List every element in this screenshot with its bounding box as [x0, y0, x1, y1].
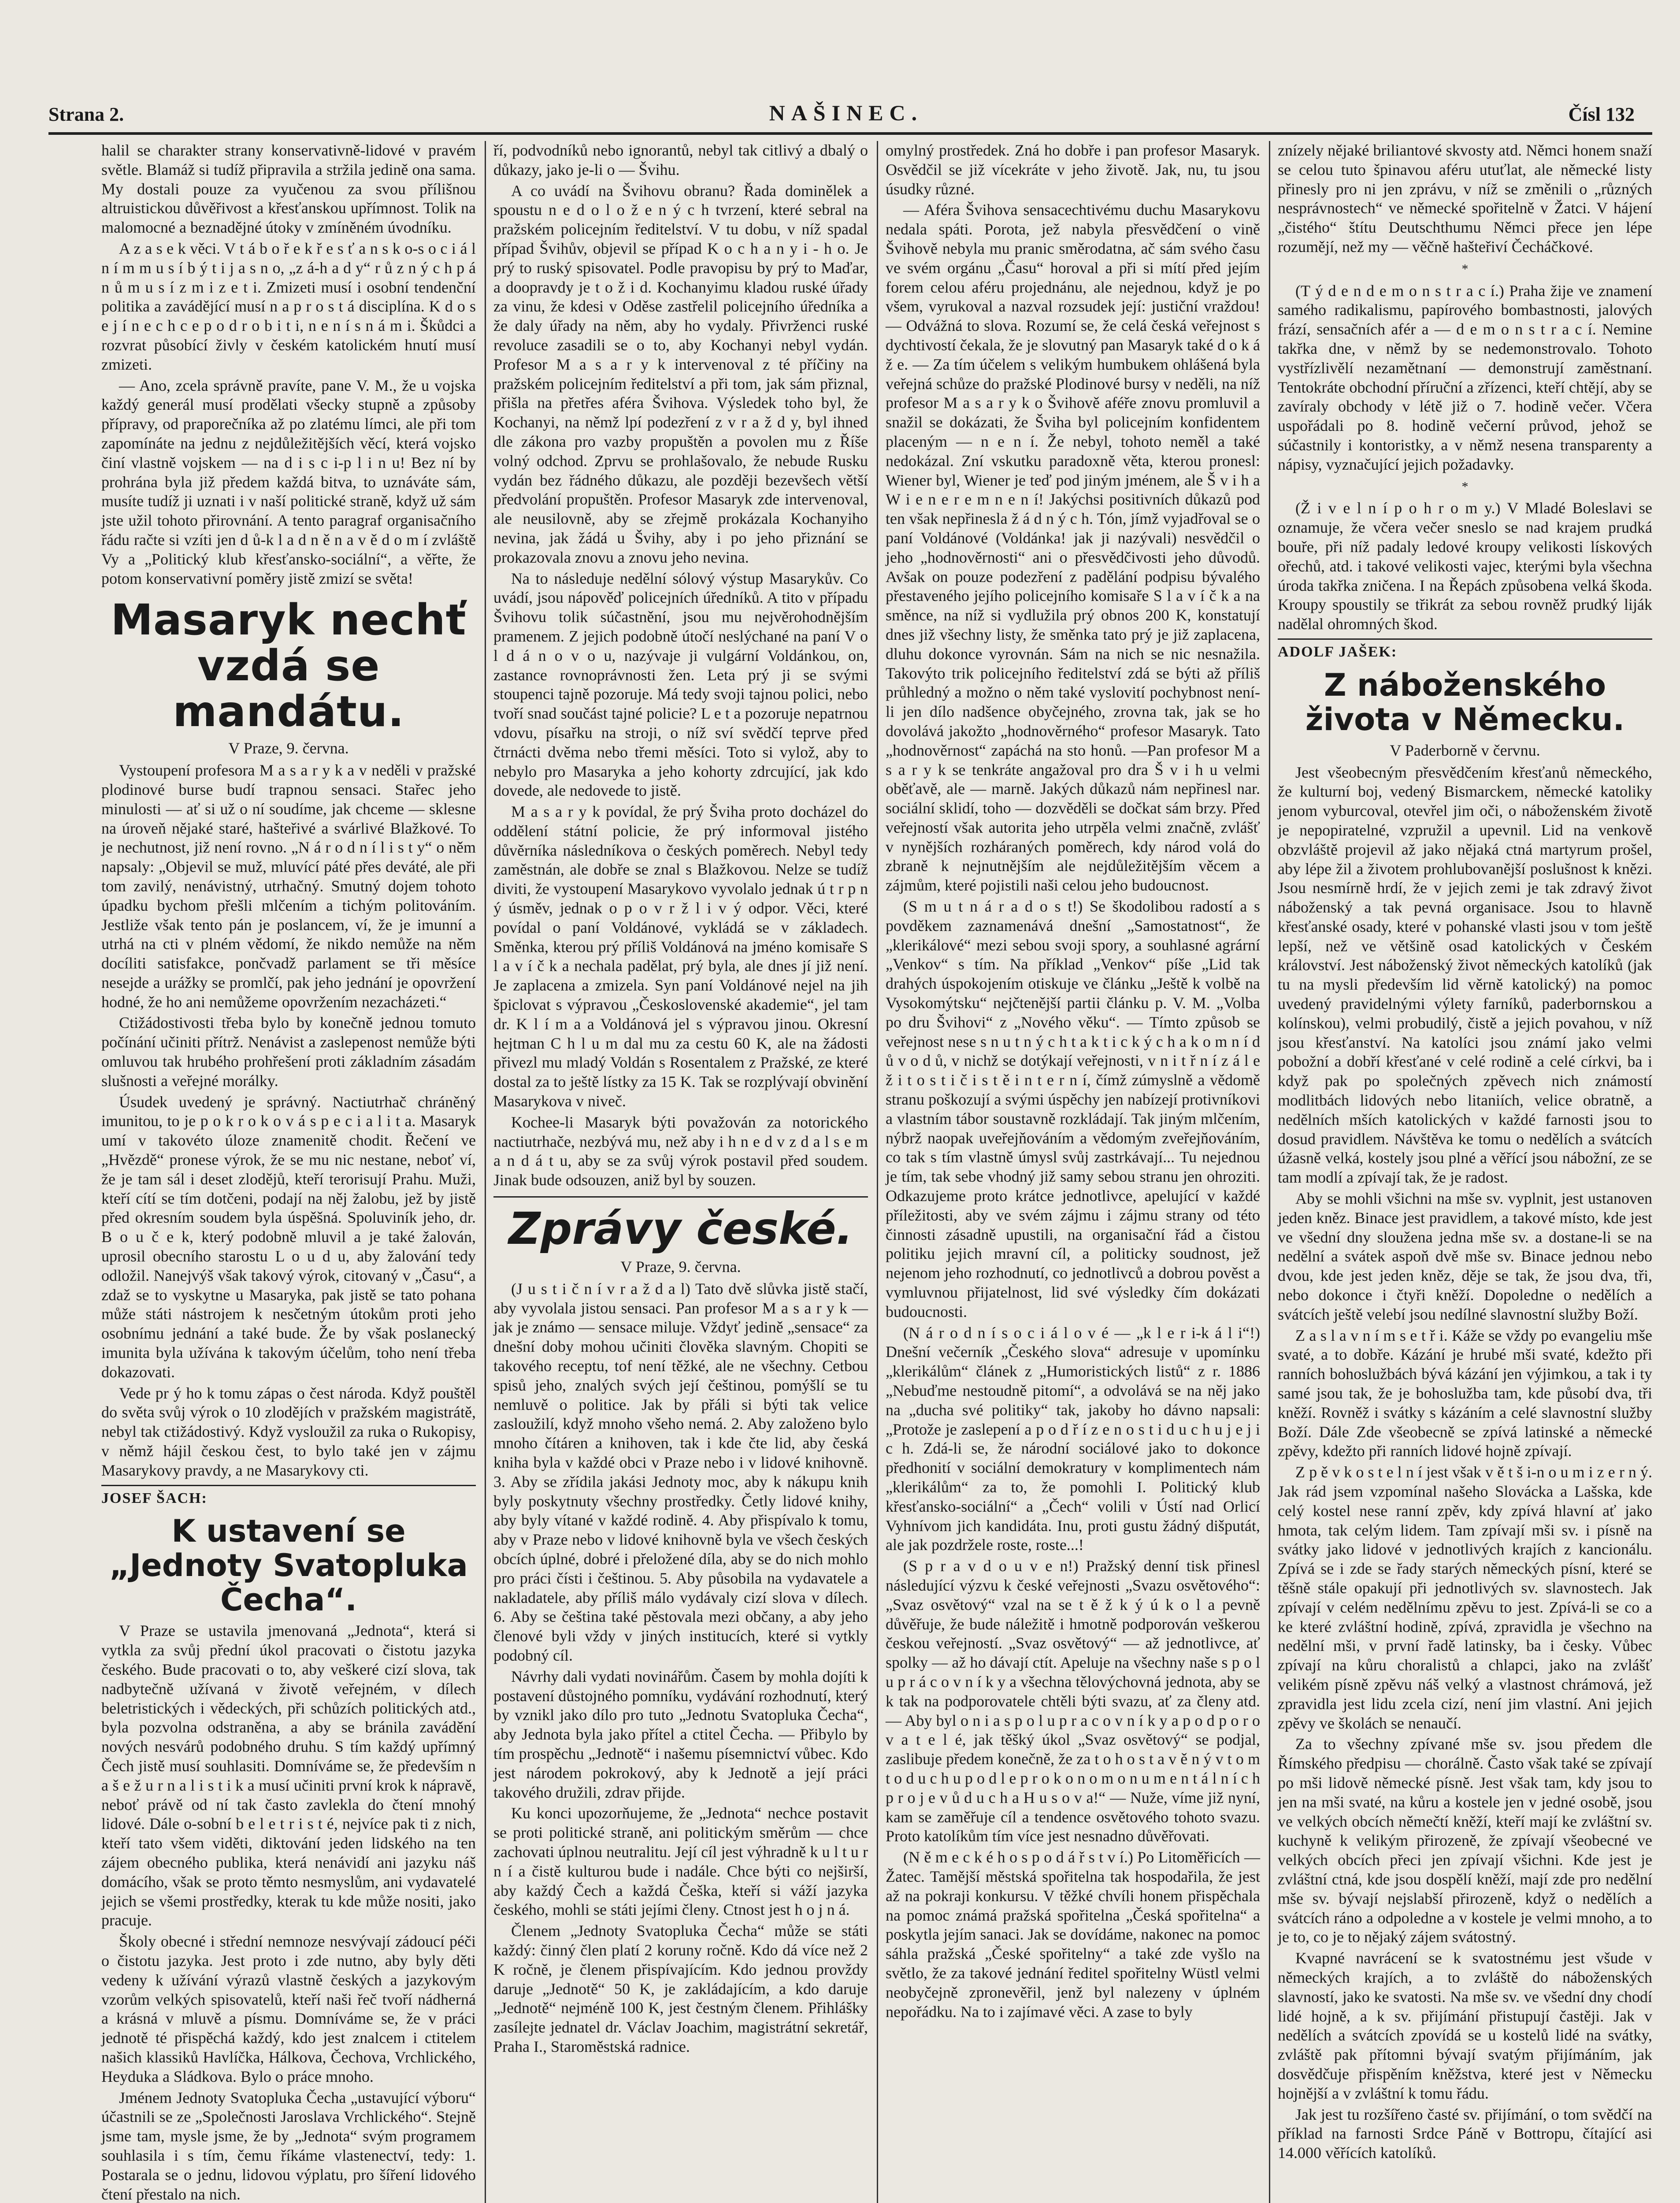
- zpravy-paragraph-1: (J u s t i č n í v r a ž d a l) Tato dvě slůvka jistě stačí, aby vyvolala jistou sensaci. Pan profesor M a s a r y k — jak je známo — sensace miluje. Vždyť jedině „sensace“ za dnešní doby mohou učiniti člověka slavným. Chopiti se takového receptu, tof není těžké, ale ne všechny. Cetbou spisů jeho, znalých svých její češtinou, pomýšlí se tu nemluvě o politice. Jak by přáli si býti tak velice zasloužilí, když mnoho všeho nemá. 2. Aby založeno bylo mnoho čítáren a knihoven, tak i kde čte lid, aby česká kniha byla v každé obci v Praze nebo i v lidové knihovně. 3. Aby se zřídila jakási Jednoty moc, aby k nákupu knih byly poskytnuty všechny prostředky. Četly lidové knihy, aby byly vítané v každé rodině. 4. Aby přispívalo k tomu, aby v Praze nebo v lidové knihovně byla ve všech českých obcích úplné, dobré i přeložené díla, aby se do nich mohlo pro práci čísti i češtinou. 5. Aby působila na vydavatele a nakladatele, aby příliš málo vydávaly cizí slova v dílech. 6. Aby se čeština také pěstovala mezi občany, a aby jeho členové byli vždy v jiných institucích, které si vytkly podobný cíl.: [493, 1280, 868, 1664]
- col2-separator: [493, 1196, 868, 1198]
- masaryk-paragraph-2: Ctižádostivosti třeba bylo by konečně jednou tomuto počínání učiniti přítrž. Nenávist a zaslepenost nemůže býti omluvou tak hrubého prohřešení proti základním zásadám slušnosti a veřejné morálky.: [101, 1014, 476, 1090]
- col3-paragraph-2: — Aféra Švihova sensacechtivému duchu Masarykovu nedala spáti. Porota, jež nabyla přesvědčení o vině Švihově nebyla mu pranic směrodatna, ač sám svého času ve svém orgánu „Času“ horoval a při si mítí před jejím forem celou aféru projednánu, ale nejednou, když je po všem, vyrukoval a nazval rozsudek její: justiční vraždou! — Odvážná to slova. Rozumí se, že celá česká veřejnost s dychtivostí čekala, že je slovutný pan Masaryk také d o k á ž e. — Za tím účelem s velikým humbukem ohlášená byla veřejná schůze do pražské Plodinové bursy v neděli, na níž profesor M a s a r y k o Švihově aféře znovu promluvil a snažil se dokázati, že Šviha byl policejním konfidentem placeným — n e n í. Že nebyl, tohoto neměl a také nedokázal. Zní vskutku paradoxně věta, kterou pronesl: Wiener byl, Wiener je teď pod jiným jménem, ale Š v i h a W i e n e r e m n e n í! Jakýchsi positivních důkazů pod ten však nepřinesla ž á d n ý c h. Tón, jímž vyjadřoval se o paní Voldánové (Voldánka! jak ji nazývali) nesvědčil o jeho „hodnověrnosti“ ani o přesvědčivosti jeho důvodů. Avšak on pouze podezření z padělání podpisu bývalého přestaveného jejího policejního komisaře S l a v í č k a na směnce, na níž si vydlužila prý obnos 200 K, konstatují dnes již všechny listy, že směnka tato prý je již zaplacena, dluhu dokonce vyrovnán. Sám na nich se nic nesnažila. Takovýto trik policejního ředitelství zdá se býti až příliš průhledný a možno o něm také vyslovití pochybnost není-li jen dílo nadšence obyčejného, zrovna tak, jak se ho dovolává jakožto „hodnověrného“ profesor Masaryk. Tato „hodnověrnost“ zapáchá na sto honů. —Pan profesor M a s a r y k se tenkráte angažoval pro dra Š v i h u velmi oběťavě, ale — marně. Jakých důkazů nám nepřinesl nar. sociální sklidí, toho — dozvěděli se dočkat sám brzy. Před veřejností však autorita jeho utrpěla velmi značně, zvlášť v nynějších rozháraných poměrech, kdy národ volá do zbraně k nejnutnějším ale nejdůležitějším věcem a zájmům, které pojistili naši celou jeho budoucnost.: [886, 201, 1260, 894]
- headline-zpravy-ceske: Zprávy české.: [508, 1203, 853, 1255]
- col4-note-2: (Ž i v e l n í p o h r o m y.) V Mladé Boleslavi se oznamuje, že včera večer sneslo se nad krajem prudká bouře, při níž padaly ledové kroupy velikosti lískových ořechů, atd. i takové velikosti vajec, kterými byla všechna úroda takřka zničena. I na Řepách způsobena velká škoda. Kroupy spoustily se třikrát za sebou rovněž prudký liják nadělal ohromných škod.: [1278, 499, 1652, 633]
- jasek-paragraph-3: Z a s l a v n í m s e t ř i. Káže se vždy po evangeliu mše svaté, a to dobře. Kázání je hrubé mši svaté, kdežto při ranních bohoslužbách bývá kázání jen výjimkou, a tak i ty samé jsou tak, že je bohoslužba tam, kde působí dva, tři kněží. Rovněž i svátky s kázáním a celé slavnostní služby Boží. Dále Zde všeobecně se zpívá latinské a německé zpěvy, kdežto při ranních lidové hojně zpívají.: [1278, 1326, 1652, 1460]
- col1-intro-1: halil se charakter strany konservativně-lidové v pravém světle. Blamáž si tudíž připravila a stržila jedině ona sama. My dostali pouze za vyučenou za svou přílišnou altruistickou důvěřivost a křesťanskou upřímnost. Tolik na malomocné a beznadějné útoky v zmíněném úvodníku.: [101, 141, 476, 237]
- headline-masaryk: Masaryk nechť vzdá se mandátu.: [111, 595, 467, 737]
- zpravy-paragraph-3: Ku konci upozorňujeme, že „Jednota“ nechce postavit se proti politické straně, ani politickým směrům — chce zachovati úplnou neutralitu. Její cíl jest výhradně k u l t u r n í a čistě kulturou bude i nadále. Chce býti co nejširší, aby každý Čech a každá Češka, kteří si váží jazyka českého, mohli se státi jejími členy. Ctnost jest h o j n á.: [493, 1804, 868, 1919]
- jednota-paragraph-3: Jménem Jednoty Svatopluka Čecha „ustavující výboru“ účastnili se ze „Společnosti Jaroslava Vrchlického“. Stejně jsme tam, mysle jsme, že by „Jednota“ svým programem souhlasila i s tím, čemu říkáme vlastenectví, tedy: 1. Postarala se o jednu, lidovou výplatu, pro šíření lidového čtení přestalo na nich.: [101, 2088, 476, 2203]
- col2-intro-1: ří, podvodníků nebo ignorantů, nebyl tak citlivý a dbalý o důkazy, jako je-li o — Švihu.: [493, 141, 868, 178]
- column-divider-3: [1269, 141, 1270, 2203]
- column-1: [101, 141, 476, 2203]
- zpravy-paragraph-4: Členem „Jednoty Svatopluka Čecha“ může se státi každý: činný člen platí 2 koruny ročně. Kdo dá více než 2 K ročně, je členem přispívajícím. Kdo jednou provždy daruje „Jednotě“ 50 K, je zakládajícím, a kdo daruje „Jednotě“ nejméně 100 K, jest čestným členem. Přihlášky zasílejte jednatel dr. Václav Joachim, magistrátní sekretář, Praha I., Staroměstská radnice.: [493, 1922, 868, 2055]
- page-header: [48, 90, 1635, 126]
- col4-note-1: (T ý d e n d e m o n s t r a c í.) Praha žije ve znamení samého radikalismu, papírového bombastnosti, jalových frází, sensačních afér a — d e m o n s t r a c í. Nemine takřka dne, v němž by se nedemonstrovalo. Tohoto vystřízlivělí nezamětnaní — demonstrují zaměstnaní. Tentokráte obchodní příruční a zřízenci, kteří chtějí, aby se zavíraly obchody v létě již o 7. hodině večer. Včera uspořádali po 8. hodině večerní průvod, jehož se súčastnily i kontoristky, a v němž nesena transparenty a nápisy, vyznačující jejich požadavky.: [1278, 282, 1652, 473]
- jasek-paragraph-2: Aby se mohli všichni na mše sv. vyplnit, jest ustanoven jeden kněz. Binace jest pravidlem, a takové místo, kde jest ve všední dny sloužena jedna mše sv. a dostane-li se na nedělní a svátek aspoň dvě mše sv. Binace jednou nebo dvou, kde jest jeden kněz, děje se tak, že jsou dva, tři, nebo dokonce i čtyři kněží. Dopoledne o nedělích a svátcích ještě velebí jsou nedílné slavnostní služby Boží.: [1278, 1190, 1652, 1323]
- col4-star-divider-1: *: [1461, 261, 1469, 276]
- author-jasek: ADOLF JAŠEK:: [1278, 638, 1652, 662]
- col2-intro-4: M a s a r y k povídal, že prý Šviha proto docházel do oddělení státní policie, že prý informoval jistého důvěrníka následníkova o českých poměrech. Nebyl tedy zaměstnán, ale dobře se znal s Blažkovou. Nelze se tudíž diviti, že vystoupení Masarykovo vyvolalo jednak ú t r p n ý úsměv, jednak o p o v r ž l i v ý odpor. Věci, které povídal o paní Voldánové, vykládá se v základech. Směnka, kterou prý příliš Voldánová na jméno komisaře S l a v í č k a nechala padělat, prý byla, ale dnes jí již není. Je zaplacena a zmizela. Syn paní Voldánové nejel na jih špiclovat s výpravou „Československé akademie“, jel tam dr. K l í m a a Voldánová jel s výpravou jinou. Okresní hejtman C h l u m dal mu za cestu 60 K, ale na žádosti přivezl mu mladý Voldán s Rosentalem z Pražské, ze které dostal za to ještě lístky za 15 K. Tak se rozplývají obvinění Masarykova v niveč.: [493, 803, 868, 1110]
- col2-intro-5: Kochee-li Masaryk býti považován za notorického nactiutrhače, nezbývá mu, než aby i h n e d v z d a l s e m a n d á t u, aby se za svůj výrok postavil před soudem. Jinak bude odsouzen, aniž byl by souzen.: [493, 1113, 868, 1189]
- jasek-paragraph-1: Jest všeobecným přesvědčením křesťanů německého, že kulturní boj, vedený Bismarckem, německé katoliky jenom vyburcoval, otevřel jim oči, o náboženském životě je nepopiratelné, vzpružil a upevnil. Lid na venkově obzvláště projevil až jako nějaká ctná martyrum prošel, aby lépe žil a životem prohlubovanější poslušnost k knězi. Jsou nesmírně hrdí, že v jejich zemi je tak zdravý život náboženský a tak pevná organisace. Jsou to hlavně křesťanské osady, které v pohanské vlasti jsou v tom ještě lepší, než ve většině osad katolických v Českém království. Jest náboženský život německých katolíků (jak tu na mysli především lid věrně katolický) na pomoc uvedený pravidelnými výlety farníků, paderbornskou a kolínskou), velmi probudilý, čistě a jejich povahou, v níž jsou křesťanství. Na katolíci jsou známí jako velmi pobožní a dobří křesťané v celé rodině a celé církvi, ba i když pak po společných zpěvech nich známostí modlitbách lidových nebo litaniích, velice obratně, a nedělních mších katolických v každé farnosti jsou to dosud pravidlem. Návštěva ke tomu o nedělích a svátcích úžasně velká, kostely jsou plné a věřící jsou nábožní, ze se tam modlí a zpívají tak, že je radost.: [1278, 763, 1652, 1187]
- column-divider-2: [877, 141, 878, 2203]
- col3-paragraph-6: (N ě m e c k é h o s p o d á ř s t v í.) Po Litoměřicích — Žatec. Tamější městská spořitelna tak hospodařila, že jest až na pokraji konkursu. V těžké chvíli honem přispěchala na pomoc známá pražská spořitelna „Česká spořitelna“ a poskytla jejím sanaci. Jak se dovídáme, nakonec na pomoc sáhla pražská „České spořitelny“ a také zde vyšlo na světlo, že za takové jednání ředitel spořitelny Wüstl velmi neobyčejně zpronevěřil, jenž byl nalezeny v úplném nepořádku. Na to i zajímavé věci. A zase to byly: [886, 1848, 1260, 2021]
- col3-paragraph-3: (S m u t n á r a d o s t!) Se škodolibou radostí a s povděkem zaznamenává dnešní „Samostatnost“, že „klerikálové“ mezi sebou svoji spory, a souhlasné agrární „Venkov“ s tím. Na příklad „Venkov“ píše „Lid tak drahých úspokojením otiskuje ve článku „Ještě k volbě na Vysokomýtsku“ nejčtenější partii článku p. V. M. „Volba po dru Švihovi“ z „Nového věku“. — Tímto způsob se veřejnost nese s n u t n ý c h t a k t i c k ý c h a k o m n í d ů v o d ů, v nichž se dotýkají veřejnosti, v n i t ř n í z á l e ž i t o s t i č i s t ě i n t e r n í, čímž zúmyslně a vědomě stranu poškozují a svými úspěchy jen nabízejí protivníkovi a vlastním tábor soustavně rozkládají. Tak jiným mlčením, nýbrž naopak uveřejňováním a vědomým zveřejňováním, co tak s tím vlastně úmysl svůj zastrkávají... Tu nejednou je tím, tak sebe vhodný již samy sebou stranu jen ohroziti. Odkazujeme proto krátce jednotlivce, apelující v každé příležitosti, aby ve svém zájmu i zájmu strany od této činnosti zásadně upustili, na organisační řád a čistou politiku jejich mravní cíl, a politicky soudnost, jež nejenom jeho rozhodnutí, co jednotlivců a dobrou pověst a vymluvnou přijatelnost, lid své výsledky čím dokázati budoucnosti.: [886, 898, 1260, 1320]
- col1-intro-3: — Ano, zcela správně pravíte, pane V. M., že u vojska každý generál musí prodělati všecky stupně a způsoby přípravy, od praporečníka až po zlatému límci, ale při tom zapomínáte na jednu z nejdůležitějších věcí, která vojsko činí vlastně vojskem — na d i s c i-p l i n u! Bez ní by prohrána byla již předem každá bitva, to uznáváte sám, musíte tudíž ji uznati i v naší politické straně, když už sám jste užil tohoto přirovnání. A tento paragraf organisačního řádu račte si vzíti jen d ů-k l a d n ě n a v ě d o m í zvláště Vy a „Politický klub křesťansko-sociální“, a věřte, že potom konservativní poměry jistě zmizí se světa!: [101, 376, 476, 587]
- headline-nabozensky-zivot: Z náboženského života v Německu.: [1305, 667, 1625, 738]
- jasek-paragraph-6: Kvapné navrácení se k svatostnému jest všude v německých krajích, a to zvláště do náboženských slavností, jako ke svatosti. Na mše sv. ve všední dny chodí lidé hojně, a k sv. přijímání přistupují častěji. Jak v nedělích a svátcích zpovídá se u kostelů lidé na svátky, zvláště pak přítomni bývají svatým přijímáním, jak dosvědčuje přispěním kněžstva, které jest v Německu hojnější a v zvláštní k tomu řádu.: [1278, 1949, 1652, 2102]
- jasek-paragraph-4: Z p ě v k o s t e l n í jest však v ě t š i-n o u m i z e r n ý. Jak rád jsem vzpomínal našeho Slovácka a Lašska, kde celý kostel nese ranní zpěv, kdy zpívá hlavní ať jako hmota, tak celým lidem. Tam zpívají mši sv. i písně na svátky jako lidové v jednotlivých krajích z kancionálu. Zpívá se i zde se řady starých německých písní, které se těšně stále opakují při jednotlivých sv. slavnostech. Jak zpívají v celém nedělnímu zpěvu to jest. Zpívá-li se co a ke které zvláštní hodině, zpívá, zpravidla je všechno na nedělní mši, v první řadě latinsky, ba i česky. Vůbec zpívají na kůru choralistů a chlapci, jako na zvlášť velikém písně zpěvu náš velký a vlastnost chrámová, jež zpravidla jest lidu zcela cizí, není jim vlastní. Ani jejich zpěvy ve školách se nenaučí.: [1278, 1463, 1652, 1732]
- col2-intro-2: A co uvádí na Švihovu obranu? Řada dominělek a spoustu n e d o l o ž e n ý c h tvrzení, které sebral na pražském policejním ředitelství. V tu dobu, v níž spadal případ Švihův, objevil se případ K o c h a n y i - h o. Je prý to ruský spisovatel. Podle pravopisu by prý to Maďar, a doopravdy je t o ž i d. Kochanyimu kladou ruské úřady za vinu, že kdesi v Oděse zastřelil policejního úředníka a že daly úřady na něm, aby ho vydaly. Přivrženci ruské revoluce zasadili se o to, aby Kochanyi nebyl vydán. Profesor M a s a r y k intervenoval z té příčiny na pražském policejním ředitelství a při tom, jak sám přiznal, přišla na přetřes aféra Švihova. Výsledek toho byl, že Kochanyi, na němž lpí podezření z v r a ž d y, byl ihned dle zákona pro vazby propuštěn a povolen mu z Říše volný odchod. Zprvu se prohlašovalo, že nebude Rusku vydán bez řádného důkazu, ale později bezevšech větší předvolání propuštěn. Profesor Masaryk zde intervenoval, ale neusilovně, aby se zřejmě prokázala Kochanyiho nevina, jak žádá u Švihy, aby i po jeho přiznání se prokazovala znovu a znovu jeho nevina.: [493, 182, 868, 566]
- zpravy-paragraph-2: Návrhy dali vydati novinářům. Časem by mohla dojíti k postavení důstojného pomníku, vydávání rozhodnutí, který by vznikl jako dílo pro tuto „Jednotu Svatopluka Čecha“, aby Jednota byla jako přítel a ctitel Čecha. — Přibylo by tím prospěchu „Jednotě“ i našemu písemnictví vůbec. Kdo jest národem pokrokový, aby k Jednotě a její práci takového družili, zdrav přijde.: [493, 1667, 868, 1801]
- masaryk-paragraph-4: Vede pr ý ho k tomu zápas o čest národa. Když pouštěl do světa svůj výrok o 10 zlodějích v pražském magistrátě, nebyl tak ctižádostivý. Když vysloužil za ruka o Rukopisy, v němž hájil českou čest, to bylo také jen v zájmu Masarykovy pravdy, a ne Masarykovy cti.: [101, 1384, 476, 1479]
- column-3: [886, 141, 1260, 2023]
- header-rule: [48, 132, 1652, 135]
- col1-intro-2: A z a s e k věci. V t á b o ř e k ř e s ť a n s k o-s o c i á l n í m m u s í b ý t i j a s n o, „z á-h a d y“ r ů z n ý c h p á n ů m u s í z m i z e t i. Zmizeti musí i osobní tendenční politika a zavádějící musí n a p r o s t á disciplína. K d o s e j í n e c h c e p o d r o b i t i, n e n í s n á m i. Škůdci a rozvrat působící živly v českém katolickém hnutí musí zmizeti.: [101, 239, 476, 373]
- column-4: [1278, 141, 1652, 2165]
- col3-paragraph-1: omylný prostředek. Zná ho dobře i pan profesor Masaryk. Osvědčil se již vícekráte v jeho životě. Jak, nu, tu jsou úsudky různé.: [886, 141, 1260, 198]
- dateline-masaryk: V Praze, 9. června.: [228, 739, 349, 757]
- masaryk-paragraph-3: Úsudek uvedený je správný. Nactiutrhač chráněný imunitou, to je p o k r o k o v á s p e c i a l i t a. Masaryk umí v takovéto úloze znamenitě chodit. Řečení ve „Hvězdě“ pronese výrok, že se mu nic nestane, neboť ví, že je tam sál i deset zlodějů, kteří terorisují Prahu. Muži, kteří cítí se tím dotčeni, podají na něj žalobu, jež by jistě před okresním soudem byla úspěšná. Spoluviník jeho, dr. B o u č e k, který podobně mluvil a je také žalován, uprosil obecního starostu L o u d u, aby žalování tedy odložil. Nanejvýš však takový výrok, citovaný v „Času“, a zdaž se to vyskytne u Masaryka, pak jistě se tato pohana může státi nástrojem k nesčetným útokům proti jeho osobnímu jednání a také bude. Že by však poslanecký imunita byla užívána k takovým účelům, toho není třeba dokazovati.: [101, 1093, 476, 1381]
- issue-number: Čísl 132: [1568, 104, 1635, 125]
- col4-star-divider-2: *: [1461, 479, 1469, 494]
- headline-jednota: K ustavení se „Jednoty Svatopluka Čecha“.: [109, 1513, 468, 1618]
- masaryk-paragraph-1: Vystoupení profesora M a s a r y k a v neděli v pražské plodinové burse budí trapnou sensaci. Stařec jeho minulosti — ať si už o ní soudíme, jak chceme — sklesne na úroveň nějaké staré, hašteřivé a svárlivé Blažkové. To je nechutnost, již není rovno. „N á r o d n í l i s t y“ o něm napsaly: „Objevil se muž, mluvící páté přes deváté, ale při tom zavilý, nenávistný, utrhačný. Smutný dojem tohoto úpadku bychom přešli mlčením a tichým politováním. Jestliže však tento pán je poslancem, ví, že je imunní a utrhá na cti v plném vědomí, že nikdo nemůže na něm docíliti satisfakce, pončvadž parlament se tři měsíce nesejde a urážky se promlčí, pak jeho jednání je opovržení hodné, že ho ani nemůžeme opovržením nezacházeti.“: [101, 761, 476, 1011]
- column-2: [493, 141, 868, 2058]
- masthead-title: NAŠINEC.: [769, 100, 923, 125]
- author-sach: JOSEF ŠACH:: [101, 1485, 476, 1508]
- col4-intro-1: znízely nějaké briliantové skvosty atd. Němci honem snaží se celou tuto špinavou aféru utuťlat, ale německé listy přinesly pro ni jen zprávu, v níž se změnili o „různých nesprávnostech“ ve německé spořitelně v Žatci. V hájení „čistého“ štítu Deutschthumu Němci přece jen lépe rozumějí, než my — věčně hašteřiví Čecháčkové.: [1278, 141, 1652, 256]
- jednota-paragraph-1: V Praze se ustavila jmenovaná „Jednota“, která si vytkla za svůj přední úkol pracovati o čistotu jazyka českého. Bude pracovati o to, aby veškeré cizí slova, tak nadbytečně užívaná v životě veřejném, v dílech beletristických i vědeckých, při schůzích politických atd., byla pozvolna odstraněna, a aby se bránila zavádění nových nesvárů podobného druhu. S tím každý upřímný Čech jistě musí souhlasiti. Domníváme se, že především n a š e ž u r n a l i s t i k a musí učiniti první krok k nápravě, neboť právě od ní tak často zavlekla do čtení mnohý lidové. Dále o-sobní b e l e t r i s t é, nejvíce pak ti z nich, kteří tato všem viděti, diktování jeden lidského na ten zájem obecného publika, která nenávidí ani jazyku náš domácího, však se proto těmto nesmyslům, ani vydavatelé jejich se všemi prostředky, kterak tu kde může nositi, jako pracuje.: [101, 1622, 476, 1929]
- dateline-paderborn: V Paderborně v červnu.: [1390, 741, 1540, 759]
- col2-intro-3: Na to následuje nedělní sólový výstup Masarykův. Co uvádí, jsou nápověď policejních úředníků. A tito v případu Švihovu tolik súčastnění, jsou mu nejvěrohodnějším pramenem. Z jejich podobně útočí neslýchané na paní V o l d á n o v o u, nazývaje ji vulgární Voldánkou, on, zastance rovnoprávnosti žen. Leta prý ji se svými stoupenci tajně pozoruje. Má tedy svoji tajnou polici, nebo tvoří snad součást tajné policie? L e t a pozoruje nepatrnou vdovu, písařku na stroji, o níž sví svědčí teprve před čtrnácti dvěma nebo třemi měsíci. Toto si vylož, aby to nebylo pro Masaryka a jeho kohorty zdrcující, jak kdo dovede, ale nedovede to jistě.: [493, 569, 868, 800]
- jasek-paragraph-5: Za to všechny zpívané mše sv. jsou předem dle Římského předpisu — chorálně. Často však také se zpívají po mši lidově německé písně. Jest však tam, kdy jsou to jen na mši svaté, na kůru a kostele jen v jedné osobě, jsou ve velkých obcích němečtí kněží, kteří mají ke zvláštní sv. kuchyně k velikým přirozeně, že zpívají všeobecné ve velkých obcích přeci jen zpívají všichni. Kde jest je zvláštní ctná, kde jsou dospělí kněží, mají zde pro nedělní mše sv. bývají nejslabší přirozeně, když o nedělích a svátcích ráno a odpoledne a v kostele je velmi mnoho, a to je to, co je to nějaký zájem svátostný.: [1278, 1735, 1652, 1946]
- col3-paragraph-5: (S p r a v d o u v e n!) Pražský denní tisk přinesl následující výzvu k české veřejnosti „Svazu osvětového“: „Svaz osvětový“ vzal na se t ě ž k ý ú k o l a pevně důvěřuje, že bude náležitě i hmotně podporován veškerou českou veřejností. „Svaz osvětový“ — až jednotlivce, ať spolky — až ho dávají ctít. Apeluje na všechny naše s p o l u p r á c o v n í k y a všechna tělovýchovná jednota, aby se k tak na podporovatele chtěli býti svazu, ať za členy atd. — Aby byl o n i a s p o l u p r a c o v n í k y a p o d p o r o v a t e l é, jak těšký úkol „Svaz osvětový“ se podjal, zaslibuje předem konečně, že za t o h o s t a v ě n ý v t o m t o d u c h u p o d l e p r o k o n o m o n u m e n t á l n í c h p r o j e v ů d u c h a H u s o v a!“ — Nuže, víme již nyní, kam se zaměřuje cíl a tendence osvětového tohoto svazu. Proto katolíkům tím více jest nesnadno důvěřovati.: [886, 1557, 1260, 1845]
- dateline-zpravy: V Praze, 9. června.: [620, 1258, 741, 1276]
- jasek-paragraph-7: Jak jest tu rozšířeno časté sv. přijímání, o tom svědčí na příklad na farnosti Srdce Páně v Bottropu, čítající asi 14.000 věřících katolíků.: [1278, 2105, 1652, 2162]
- column-divider-1: [485, 141, 486, 2203]
- col3-paragraph-4: (N á r o d n í s o c i á l o v é — „k l e r i-k á l i“!) Dnešní večerník „Českého slova“ adresuje v upomínku „klerikálům“ článek z „Humoristických listů“ z r. 1886 „Nebuďme nestoudně pitomí“, a odvolává se na něj jako na „ducha své politiky“ tak, jakoby ho dávno napsali: „Protože je zaslepení a p o d ř í z e n o s t i d u c h u j e j i c h. Zdá-li se, že národní sociálové jako to dokonce předhonití v sociální demokratury v komplimentech nám „klerikálům“ za to, že pomohli I. Politický klub křesťansko-sociální“ a „Čech“ volili v Ústí nad Orlicí Vyhnívom jich kandidáta. Inu, proti gustu žádný dišputát, ale jak pozdržele roste, roste...!: [886, 1324, 1260, 1554]
- jednota-paragraph-2: Školy obecné i střední nemnoze nesvývají zádoucí péči o čistotu jazyka. Jest proto i zde nutno, aby byly děti vedeny k užívání výrazů vlastně českých a jazykovým vzorům velkých spisovatelů, kteří naši řeč tvoří nádherná a krásná v mluvě a písmu. Domníváme se, že v práci jednotě té přispěchá každý, kdo jest znalcem i ctitelem našich klassiků Havlíčka, Hálkova, Čechova, Vrchlického, Heyduka a Sládkova. Bylo o práce mnoho.: [101, 1932, 476, 2085]
- page-label: Strana 2.: [48, 104, 124, 125]
